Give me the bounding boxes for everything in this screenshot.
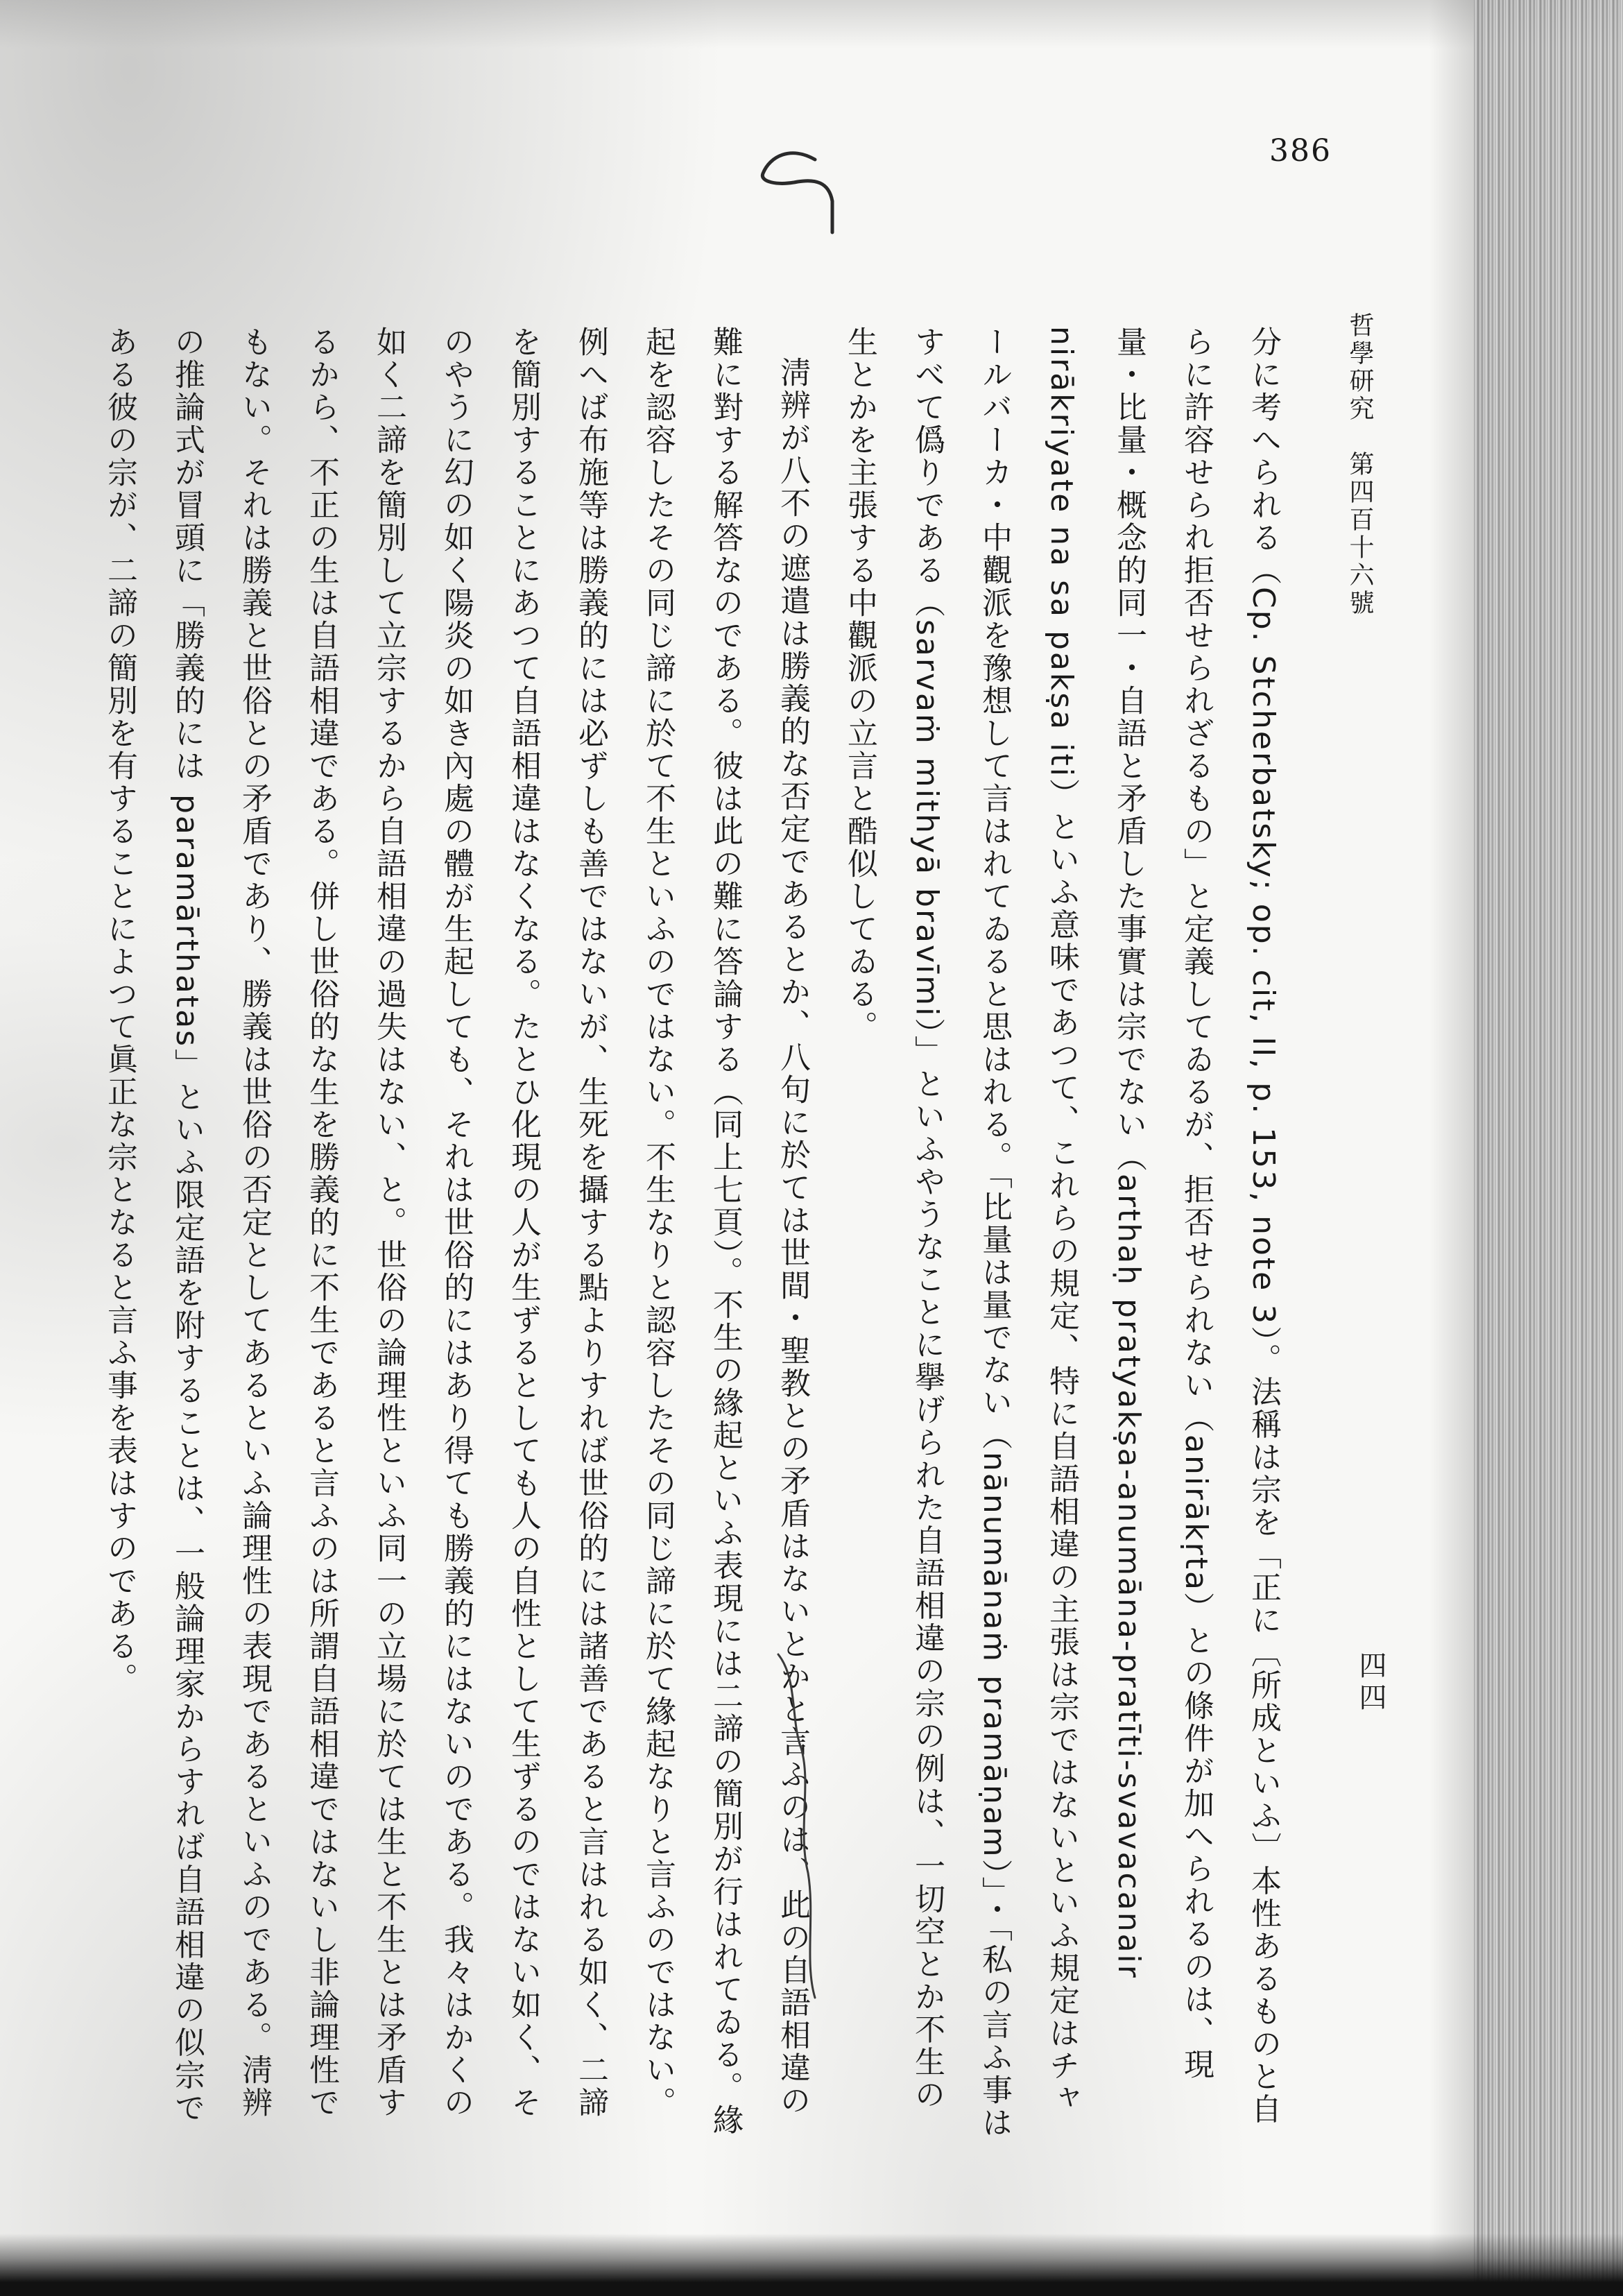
bottom-scan-edge [0,2234,1623,2296]
paragraph-2: 淸辨が八不の遮遣は勝義的な否定であるとか、八句に於ては世間・聖教との矛盾はないとかと言ふのは、此の自語相違の難に對する解答なのである。彼は此の難に答論する（同上七頁）。不生の緣起といふ表現には二諦の簡別が行はれてゐる。緣起を認容したその同じ諦に於て不生といふのではない。不生なりと認容したその同じ諦に於て緣起なりと言ふのではない。例へば布施等は勝義的には必ずしも善ではないが、生死を攝する點よりすれば世俗的には諸善であると言はれる如く、二諦を簡別することにあつて自語相違はなくなる。たとひ化現の人が生ずるとしても人の自性として生ずるのではない如く、そのやうに幻の如く陽炎の如き內處の體が生起しても、それは世俗的にはあり得ても勝義的にはないのである。我々はかくの如く二諦を簡別して立宗するから自語相違の過失はない、と。世俗の論理性といふ同一の立場に於ては生と不生とは矛盾するから、不正の生は自語相違である。併し世俗的な生を勝義的に不生であると言ふのは所謂自語相違ではないし非論理性でもない。それは勝義と世俗との矛盾であり、勝義は世俗の否定としてあるといふ論理性の表現であるといふのである。淸辨の推論式が冒頭に「勝義的には paramārthatas」といふ限定語を附することは、一般論理家からすれば自語相違の似宗である彼の宗が、二諦の簡別を有することによつて眞正な宗となると言ふ事を表はすのである。 [102,326,810,2136]
folio-number: 四四 [1355,1651,1386,1715]
page-number: 386 [1269,133,1332,169]
book-spine-edge [1474,0,1623,2296]
body-text [35,326,1297,2143]
top-scan-shadow [0,0,1623,49]
running-title: 哲學研究 第四百十六號 [1346,312,1374,617]
paragraph-1: 分に考へられる（Cp. Stcherbatsky; op. cit, II, p. 153, note 3）。法稱は宗を「正に〔所成といふ〕本性あるものと自らに許容せられ拒否せられざるもの」と定義してゐるが、拒否せられない（anirākṛta）との條件が加へられるのは、現量・比量・概念的同一・自語と矛盾した事實は宗でない（arthaḥ pratyakṣa-anumāna-pratīti-svavacanair nirākriyate na sa pakṣa iti）といふ意味であつて、これらの規定、特に自語相違の主張は宗ではないといふ規定はチャールバーカ・中觀派を豫想して言はれてゐると思はれる。「比量は量でない（nānumānaṁ pramāṇam）」・「私の言ふ事はすべて僞りである（sarvaṁ mithyā bravīmi）」といふやうなことに擧げられた自語相違の宗の例は、一切空とか不生の生とかを主張する中觀派の立言と酷似してゐる。 [842,326,1281,2139]
